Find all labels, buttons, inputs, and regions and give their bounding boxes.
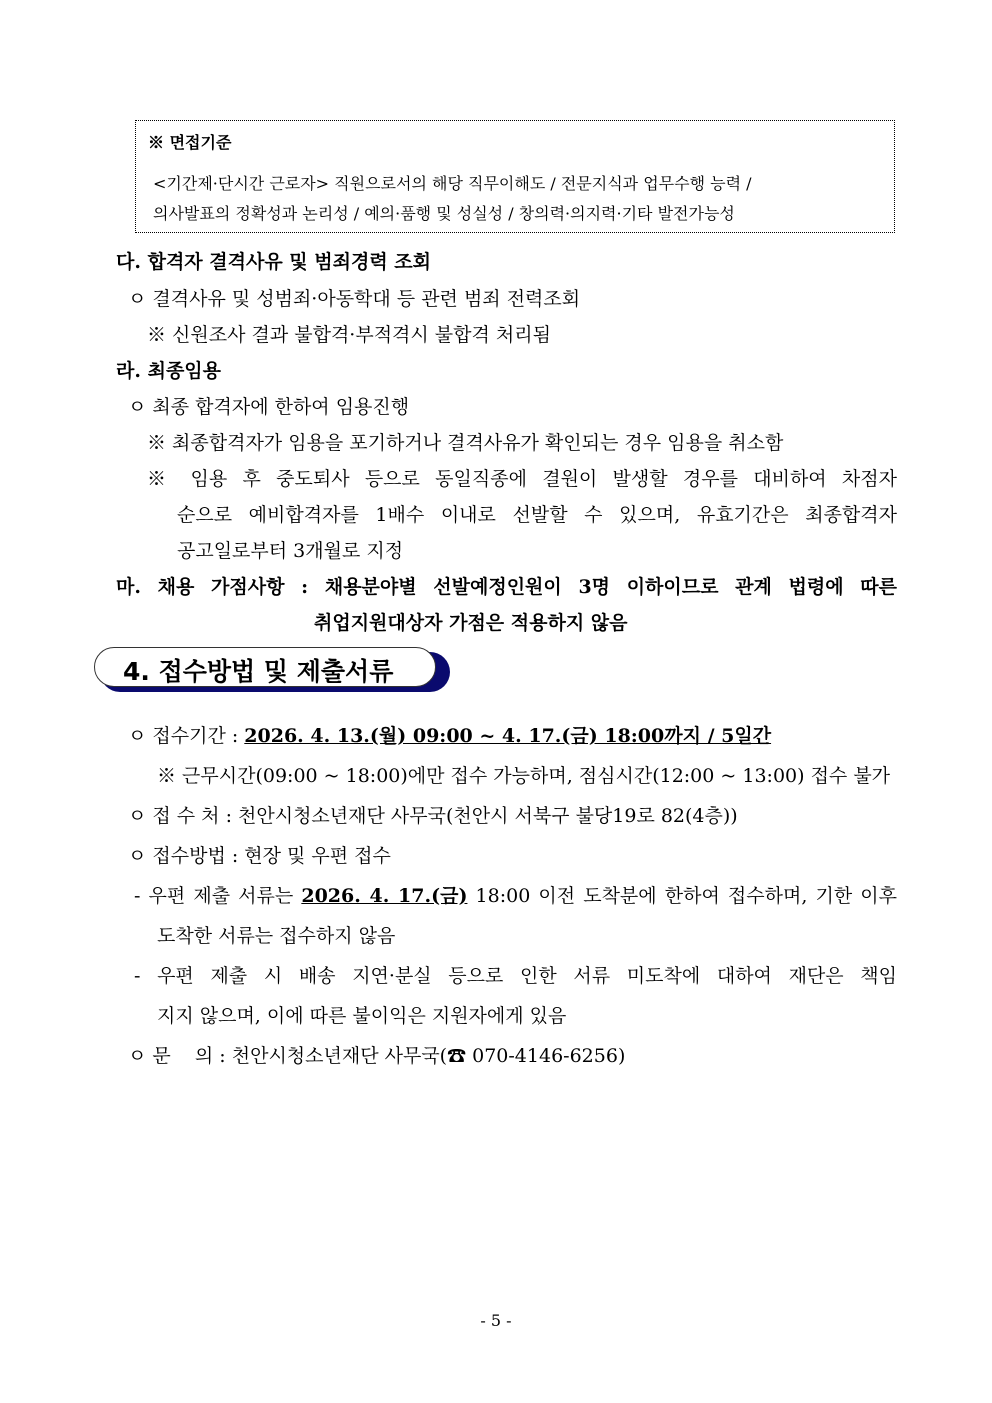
ra-note-1: ※ 최종합격자가 임용을 포기하거나 결격사유가 확인되는 경우 임용을 취소함 — [147, 432, 784, 454]
period-label: ㅇ 접수기간 : — [128, 725, 245, 747]
section-header-pill — [94, 647, 436, 687]
section-4-title: 4. 접수방법 및 제출서류 — [123, 657, 394, 686]
mail-note-2-line-1: - 우편 제출 시 배송 지연·분실 등으로 인한 서류 미도착에 대하여 재단은 책임 — [134, 965, 897, 987]
ra-note-2-line-1: ※ 임용 후 중도퇴사 등으로 동일직종에 결원이 발생할 경우를 대비하여 차점자 — [147, 468, 897, 490]
criteria-line-1: <기간제·단시간 근로자> 직원으로서의 해당 직무이해도 / 전문지식과 업무수행 능력 / — [153, 174, 752, 193]
ra-item-1: ㅇ 최종 합격자에 한하여 임용진행 — [128, 396, 410, 418]
ma-line-2: 취업지원대상자 가점은 적용하지 않음 — [314, 612, 628, 634]
criteria-line-2: 의사발표의 정확성과 논리성 / 예의·품행 및 성실성 / 창의력·의지력·기타 발전가능성 — [153, 204, 735, 223]
mail-note-1-line-1 — [134, 881, 897, 908]
mail-note-1-line-2: 도착한 서류는 접수하지 않음 — [157, 925, 396, 947]
ma-line-1: 마. 채용 가점사항 : 채용분야별 선발예정인원이 3명 이하이므로 관계 법령에 따른 — [116, 576, 897, 598]
mail-note-1-pre: - 우편 제출 서류는 — [134, 885, 302, 907]
period-line — [128, 721, 771, 748]
ra-note-2-line-3: 공고일로부터 3개월로 지정 — [177, 540, 404, 562]
da-note-1: ※ 신원조사 결과 불합격·부적격시 불합격 처리됨 — [147, 324, 551, 346]
place-line: ㅇ 접 수 처 : 천안시청소년재단 사무국(천안시 서북구 불당19로 82(4층)) — [128, 805, 738, 827]
ra-note-2-line-2: 순으로 예비합격자를 1배수 이내로 선발할 수 있으며, 유효기간은 최종합격자 — [177, 504, 897, 526]
da-item-1: ㅇ 결격사유 및 성범죄·아동학대 등 관련 범죄 전력조회 — [128, 288, 581, 310]
heading-da: 다. 합격자 결격사유 및 범죄경력 조회 — [116, 251, 431, 273]
method-line: ㅇ 접수방법 : 현장 및 우편 접수 — [128, 845, 391, 867]
mail-note-1-post: 18:00 이전 도착분에 한하여 접수하며, 기한 이후 — [467, 885, 898, 907]
criteria-box-title: ※ 면접기준 — [148, 133, 232, 152]
period-value: 2026. 4. 13.(월) 09:00 ~ 4. 17.(금) 18:00까지 / 5일간 — [244, 725, 772, 747]
section-4-header — [92, 646, 452, 694]
mail-note-2-line-2: 지지 않으며, 이에 따른 불이익은 지원자에게 있음 — [157, 1005, 567, 1027]
mail-note-1-date: 2026. 4. 17.(금) — [301, 885, 468, 907]
heading-ra: 라. 최종임용 — [116, 360, 221, 382]
period-note: ※ 근무시간(09:00 ~ 18:00)에만 접수 가능하며, 점심시간(12:00 ~ 13:00) 접수 불가 — [157, 765, 891, 787]
contact-line: ㅇ 문 의 : 천안시청소년재단 사무국(☎ 070-4146-6256) — [128, 1045, 626, 1067]
page-number: - 5 - — [480, 1311, 512, 1330]
